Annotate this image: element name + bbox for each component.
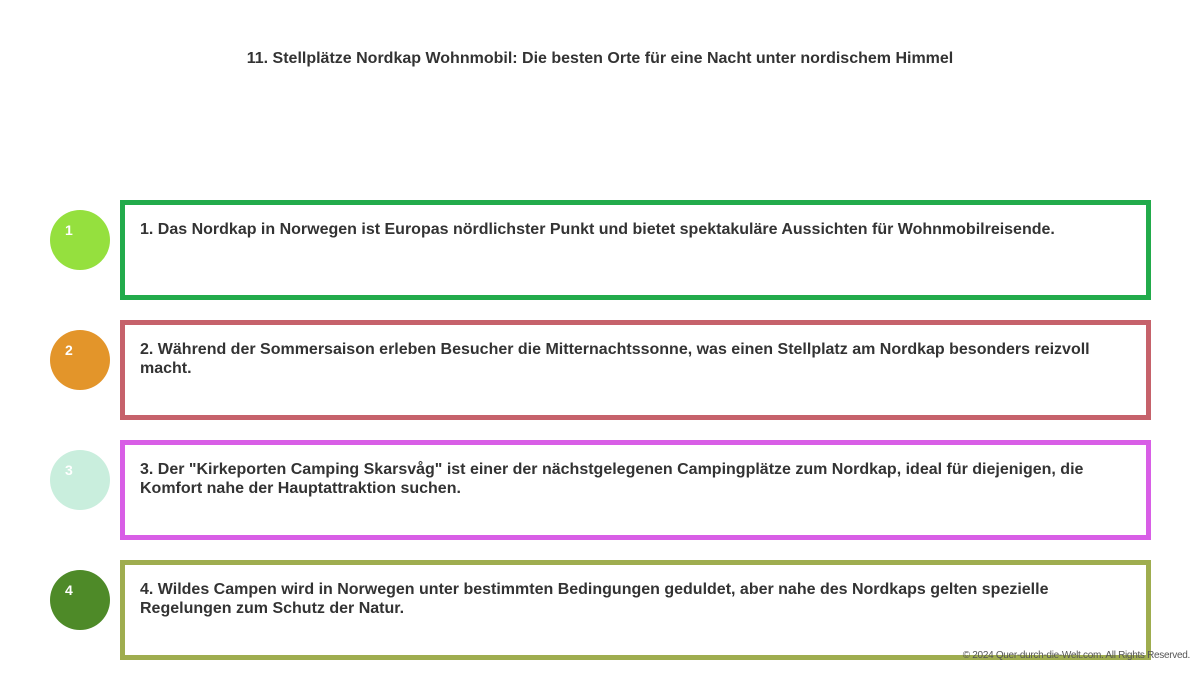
item-box <box>120 320 1151 420</box>
page-title: 11. Stellplätze Nordkap Wohnmobil: Die besten Orte für eine Nacht unter nordischem Himmel <box>246 50 954 67</box>
item-number: 1 <box>65 222 73 238</box>
item-text: 2. Während der Sommersaison erleben Besucher die Mitternachtssonne, was einen Stellplatz am Nordkap besonders reizvoll macht. <box>140 341 1090 377</box>
item-number: 4 <box>65 582 73 598</box>
copyright-footer: © 2024 Quer-durch-die-Welt.com. All Rights Reserved. <box>962 650 1190 661</box>
number-circle <box>50 330 110 390</box>
item-text: 4. Wildes Campen wird in Norwegen unter bestimmten Bedingungen geduldet, aber nahe des Nordkaps gelten spezielle Regelungen zum Schutz der Natur. <box>140 581 1049 617</box>
item-text: 1. Das Nordkap in Norwegen ist Europas nördlichster Punkt und bietet spektakuläre Aussichten für Wohnmobilreisende. <box>140 221 1055 238</box>
item-number: 2 <box>65 342 73 358</box>
number-circle <box>50 210 110 270</box>
list-item <box>50 560 1151 660</box>
number-circle <box>50 450 110 510</box>
number-circle <box>50 570 110 630</box>
list-item <box>50 200 1151 300</box>
list-item <box>50 440 1151 540</box>
item-box <box>120 200 1151 300</box>
item-box <box>120 560 1151 660</box>
item-box <box>120 440 1151 540</box>
item-text: 3. Der "Kirkeporten Camping Skarsvåg" ist einer der nächstgelegenen Campingplätze zum Nordkap, ideal für diejenigen, die Komfort nahe der Hauptattraktion suchen. <box>140 461 1084 497</box>
item-number: 3 <box>65 462 73 478</box>
list-item <box>50 320 1151 420</box>
